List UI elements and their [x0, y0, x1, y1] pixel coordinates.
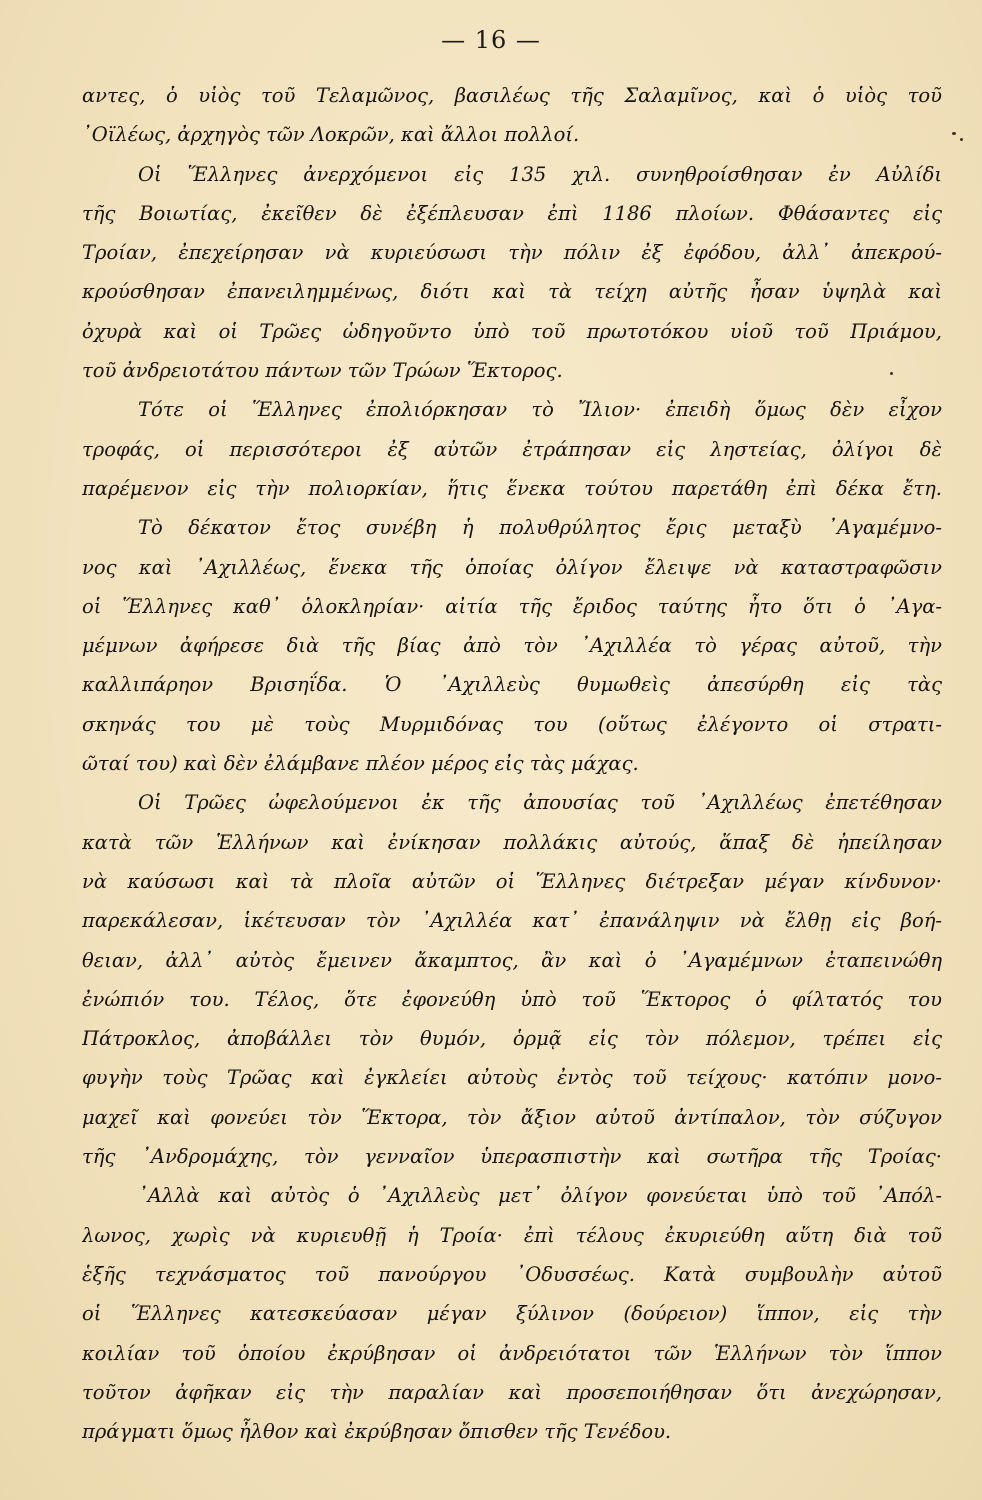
- text-line: Τὸ δέκατον ἔτος συνέβη ἡ πολυθρύλητος ἔρις μεταξὺ ᾿Αγαμέμνο-: [138, 516, 942, 540]
- text-line: φυγὴν τοὺς Τρῶας καὶ ἐγκλείει αὐτοὺς ἐντὸς τοῦ τείχους· κατόπιν μονο-: [82, 1066, 942, 1090]
- text-line: πράγματι ὅμως ἦλθον καὶ ἐκρύβησαν ὄπισθεν τῆς Τενέδου.: [82, 1420, 672, 1444]
- text-line: νὰ καύσωσι καὶ τὰ πλοῖα αὐτῶν οἱ Ἕλληνες διέτρεξαν μέγαν κίνδυνον·: [82, 869, 942, 893]
- text-line: Τότε οἱ Ἕλληνες ἐπολιόρκησαν τὸ Ἴλιον· ἐπειδὴ ὅμως δὲν εἶχον: [138, 398, 942, 422]
- body-text: [82, 76, 942, 1451]
- text-line: κοιλίαν τοῦ ὁποίου ἐκρύβησαν οἱ ἀνδρειότατοι τῶν Ἑλλήνων τὸν ἵππον: [82, 1341, 942, 1365]
- text-line: Τροίαν, ἐπεχείρησαν νὰ κυριεύσωσι τὴν πόλιν ἐξ ἐφόδου, ἀλλ᾿ ἀπεκρού-: [82, 241, 942, 265]
- text-line: ὀχυρὰ καὶ οἱ Τρῶες ὡδηγοῦντο ὑπὸ τοῦ πρωτοτόκου υἱοῦ τοῦ Πριάμου,: [82, 319, 942, 343]
- text-line: σκηνάς του μὲ τοὺς Μυρμιδόνας του (οὕτως ἐλέγοντο οἱ στρατι-: [82, 712, 942, 736]
- text-line: Πάτροκλος, ἀποβάλλει τὸν θυμόν, ὁρμᾷ εἰς τὸν πόλεμον, τρέπει εἰς: [82, 1027, 942, 1051]
- text-line: τροφάς, οἱ περισσότεροι ἐξ αὐτῶν ἐτράπησαν εἰς ληστείας, ὀλίγοι δὲ: [82, 437, 942, 461]
- text-line: οἱ Ἕλληνες καθ᾿ ὁλοκληρίαν· αἰτία τῆς ἔριδος ταύτης ἦτο ὅτι ὁ ᾿Αγα-: [82, 594, 942, 618]
- text-line: κατὰ τῶν Ἑλλήνων καὶ ἐνίκησαν πολλάκις αὐτούς, ἅπαξ δὲ ἠπείλησαν: [82, 830, 942, 854]
- page-number: — 16 —: [441, 26, 541, 54]
- text-line: ᾿Αλλὰ καὶ αὐτὸς ὁ ᾿Αχιλλεὺς μετ᾿ ὀλίγον φονεύεται ὑπὸ τοῦ ᾿Απόλ-: [138, 1184, 942, 1208]
- text-line: λωνος, χωρὶς νὰ κυριευθῇ ἡ Τροία· ἐπὶ τέλους ἐκυριεύθη αὕτη διὰ τοῦ: [82, 1223, 942, 1247]
- text-line: τοῦ ἀνδρειοτάτου πάντων τῶν Τρώων Ἕκτορος.: [82, 359, 563, 383]
- text-line: ῶταί του) καὶ δὲν ἐλάμβανε πλέον μέρος εἰς τὰς μάχας.: [82, 752, 639, 776]
- text-line: κρούσθησαν ἐπανειλημμένως, διότι καὶ τὰ τείχη αὐτῆς ἦσαν ὑψηλὰ καὶ: [82, 280, 942, 304]
- text-line: παρέμενον εἰς τὴν πολιορκίαν, ἥτις ἕνεκα τούτου παρετάθη ἐπὶ δέκα ἔτη.: [82, 476, 942, 500]
- text-line: οἱ Ἕλληνες κατεσκεύασαν μέγαν ξύλινον (δούρειον) ἵππον, εἰς τὴν: [82, 1302, 942, 1326]
- text-line: τῆς ᾿Ανδρομάχης, τὸν γενναῖον ὑπερασπιστὴν καὶ σωτῆρα τῆς Τροίας·: [82, 1145, 942, 1169]
- text-line: θειαν, ἀλλ᾿ αὐτὸς ἔμεινεν ἄκαμπτος, ἂν καὶ ὁ ᾿Αγαμέμνων ἐταπεινώθη: [82, 948, 942, 972]
- text-line: τοῦτον ἀφῆκαν εἰς τὴν παραλίαν καὶ προσεποιήθησαν ὅτι ἀνεχώρησαν,: [82, 1380, 942, 1404]
- text-line: καλλιπάρηον Βρισηΐδα. Ὁ ᾿Αχιλλεὺς θυμωθεὶς ἀπεσύρθη εἰς τὰς: [82, 673, 942, 697]
- text-line: τῆς Βοιωτίας, ἐκεῖθεν δὲ ἐξέπλευσαν ἐπὶ 1186 πλοίων. Φθάσαντες εἰς: [82, 201, 942, 225]
- print-speck: [952, 132, 956, 135]
- text-line: Οἱ Ἕλληνες ἀνερχόμενοι εἰς 135 χιλ. συνηθροίσθησαν ἐν Αὐλίδι: [138, 162, 942, 186]
- text-line: ἐνώπιόν του. Τέλος, ὅτε ἐφονεύθη ὑπὸ τοῦ Ἕκτορος ὁ φίλτατός του: [82, 987, 942, 1011]
- text-line: αντες, ὁ υἱὸς τοῦ Τελαμῶνος, βασιλέως τῆς Σαλαμῖνος, καὶ ὁ υἱὸς τοῦ: [82, 84, 942, 107]
- text-line: μέμνων ἀφήρεσε διὰ τῆς βίας ἀπὸ τὸν ᾿Αχιλλέα τὸ γέρας αὐτοῦ, τὴν: [82, 634, 942, 658]
- text-line: παρεκάλεσαν, ἱκέτευσαν τὸν ᾿Αχιλλέα κατ᾿ ἐπανάληψιν νὰ ἔλθῃ εἰς βοή-: [82, 909, 942, 933]
- text-line: μαχεῖ καὶ φονεύει τὸν Ἕκτορα, τὸν ἄξιον αὐτοῦ ἀντίπαλον, τὸν σύζυγον: [82, 1105, 942, 1129]
- text-line: ᾿Οϊλέως, ἀρχηγὸς τῶν Λοκρῶν, καὶ ἄλλοι πολλοί.: [82, 123, 580, 147]
- print-speck: [890, 372, 893, 375]
- text-line: νος καὶ ᾿Αχιλλέως, ἕνεκα τῆς ὁποίας ὀλίγον ἔλειψε νὰ καταστραφῶσιν: [82, 555, 942, 579]
- text-line: ἑξῆς τεχνάσματος τοῦ πανούργου ᾿Οδυσσέως. Κατὰ συμβουλὴν αὐτοῦ: [82, 1262, 942, 1286]
- text-line: Οἱ Τρῶες ὠφελούμενοι ἐκ τῆς ἀπουσίας τοῦ ᾿Αχιλλέως ἐπετέθησαν: [138, 791, 942, 815]
- print-speck: [960, 138, 963, 141]
